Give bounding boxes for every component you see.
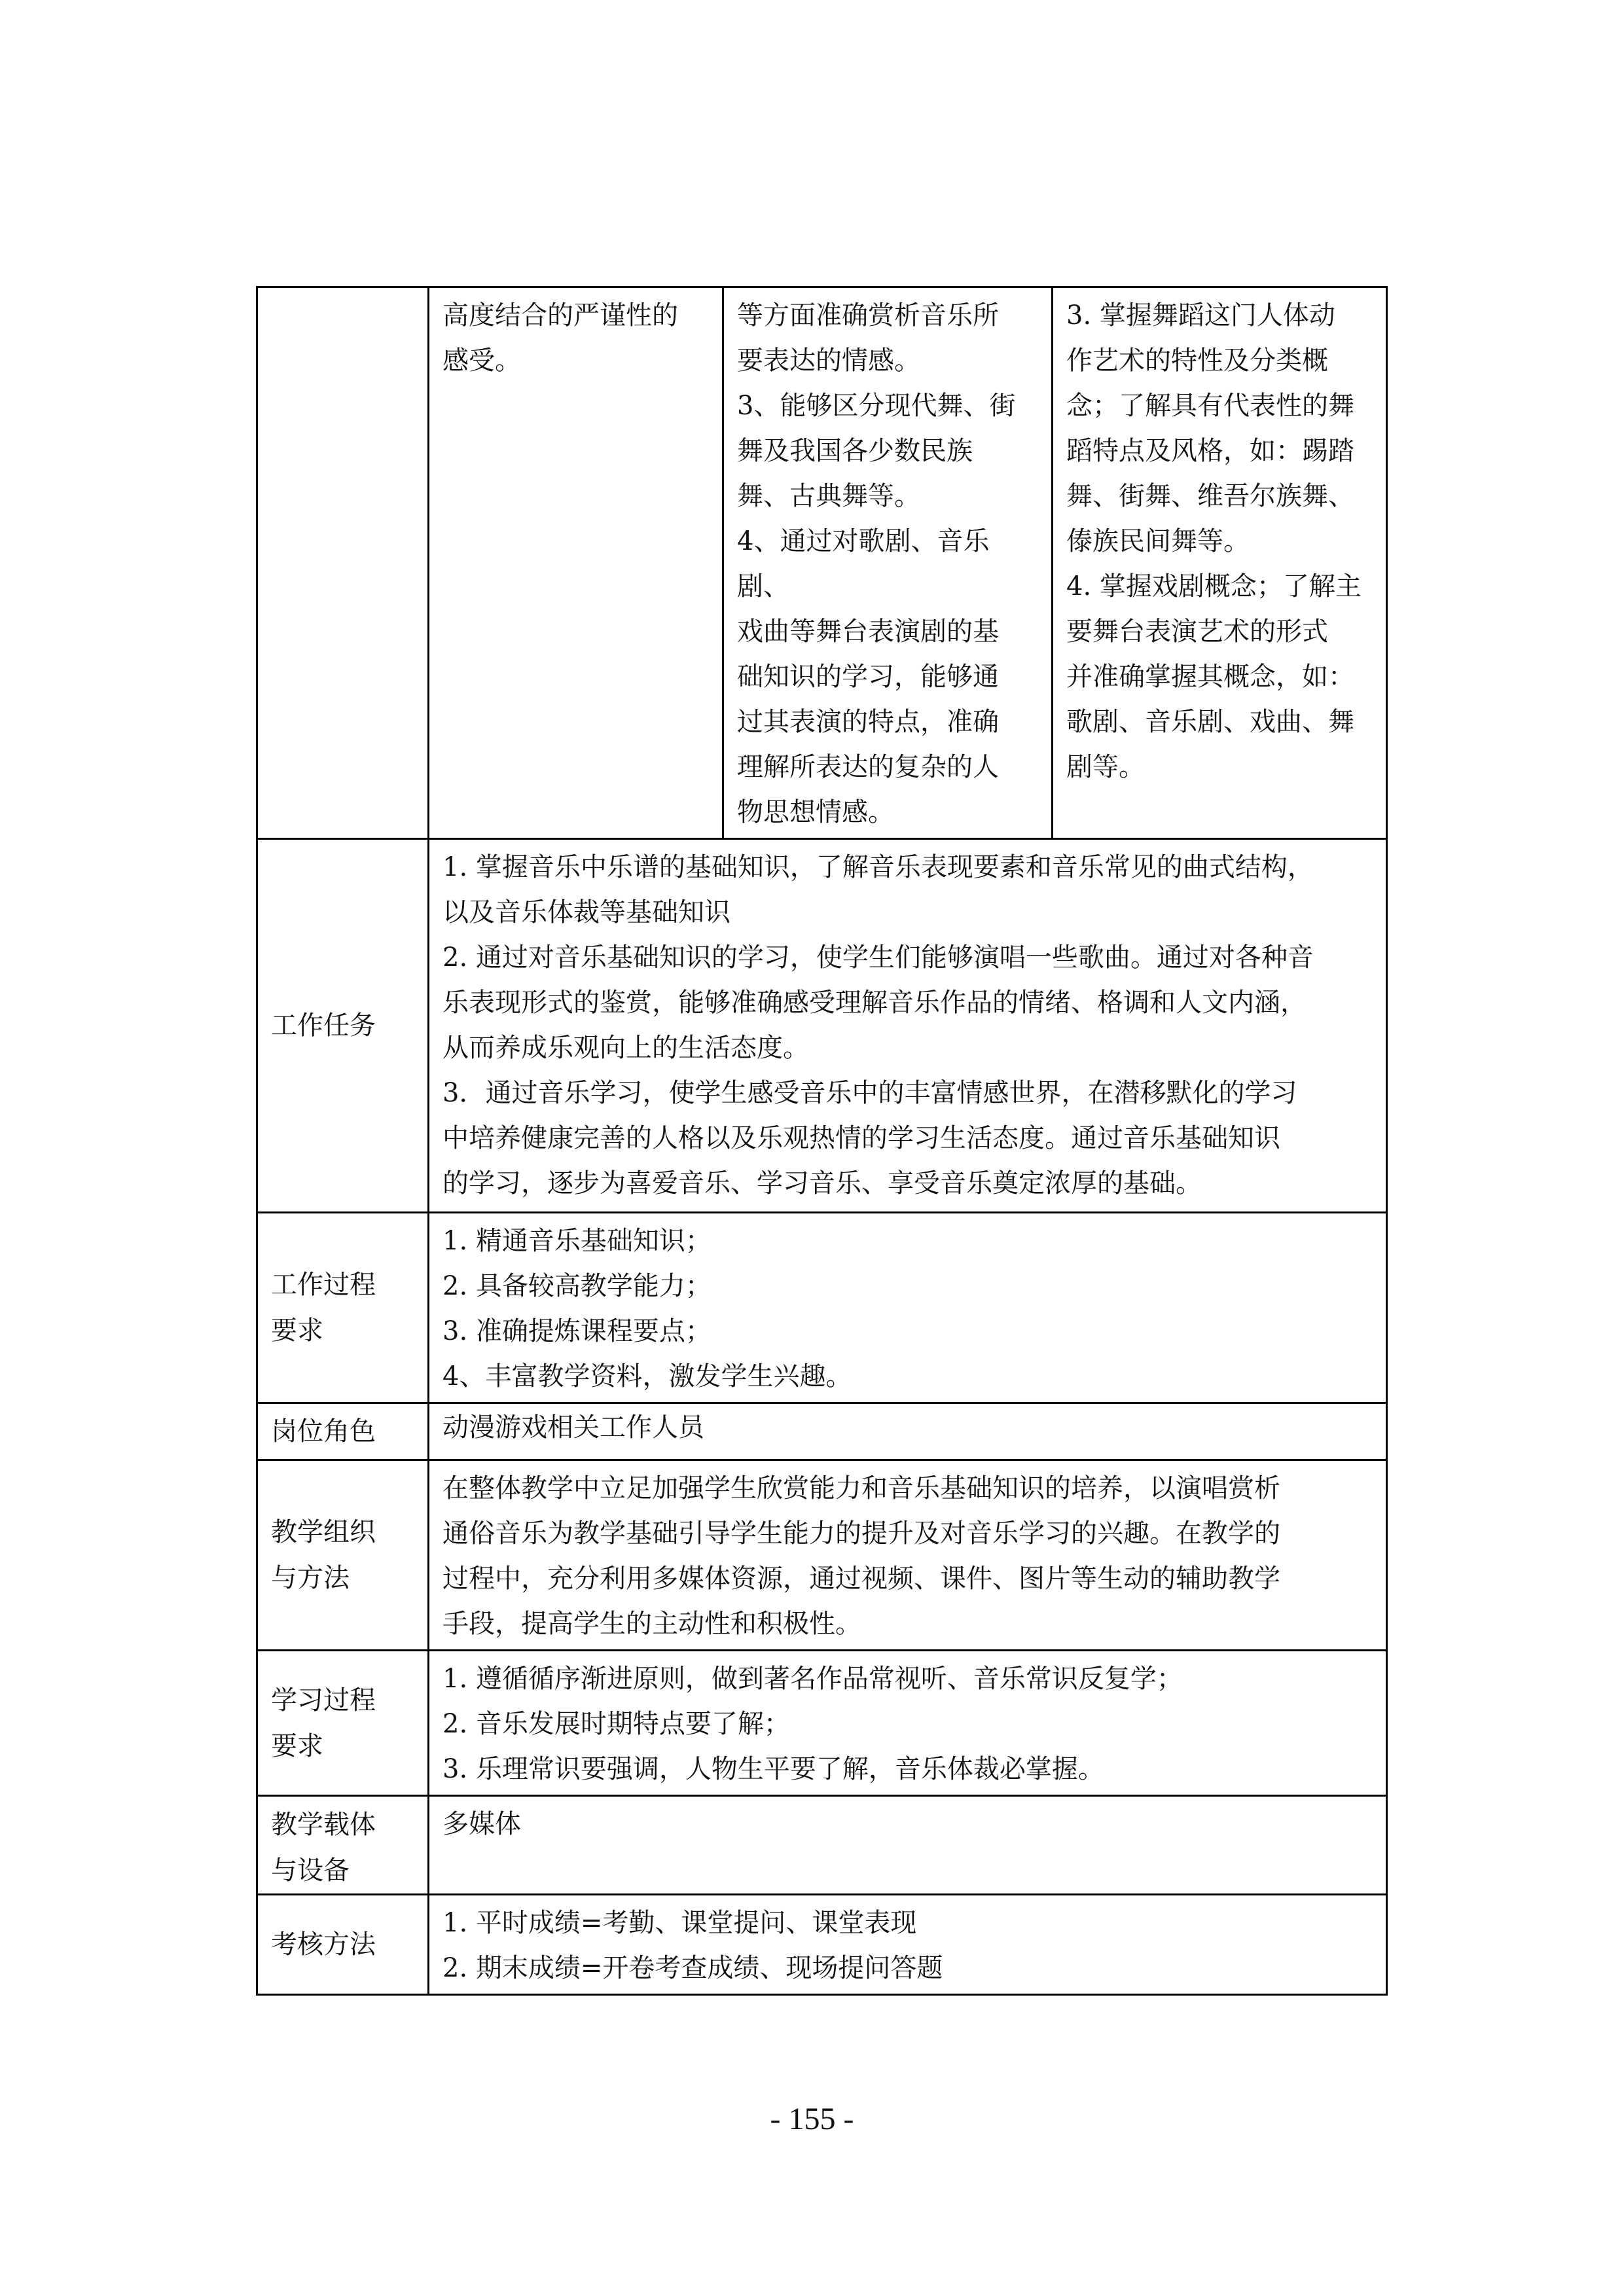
row-label-empty <box>257 287 429 839</box>
row-label-job-role: 岗位角色 <box>257 1403 429 1460</box>
table-row-job-role <box>257 1403 1387 1460</box>
table-row-learning-process <box>257 1651 1387 1796</box>
row-label-work-process: 工作过程 要求 <box>257 1213 429 1403</box>
cell-assessment: 1. 平时成绩=考勤、课堂提问、课堂表现 2. 期末成绩=开卷考查成绩、现场提问答题 <box>429 1895 1387 1995</box>
page-number: - 155 - <box>770 2102 854 2136</box>
cell-work-tasks: 1. 掌握音乐中乐谱的基础知识，了解音乐表现要素和音乐常见的曲式结构， 以及音乐体裁等基础知识 2. 通过对音乐基础知识的学习，使学生们能够演唱一些歌曲。通过对各种音 乐表现形式的鉴赏，能够准确感受理解音乐作品的情绪、格调和人文内涵， 从而养成乐观向上的生活态度。 3．通过音乐学习，使学生感受音乐中的丰富情感世界，在潜移默化的学习 中培养健康完善的人格以及乐观热情的学习生活态度。通过音乐基础知识 的学习，逐步为喜爱音乐、学习音乐、享受音乐奠定浓厚的基础。 <box>429 839 1387 1213</box>
cell-work-process: 1. 精通音乐基础知识； 2. 具备较高教学能力； 3. 准确提炼课程要点； 4、丰富教学资料，激发学生兴趣。 <box>429 1213 1387 1403</box>
cell-job-role: 动漫游戏相关工作人员 <box>429 1403 1387 1460</box>
table-row-assessment <box>257 1895 1387 1995</box>
table-row-teaching-method <box>257 1460 1387 1651</box>
table-row-continuation <box>257 287 1387 839</box>
cell-teaching-method: 在整体教学中立足加强学生欣赏能力和音乐基础知识的培养，以演唱赏析 通俗音乐为教学基础引导学生能力的提升及对音乐学习的兴趣。在教学的 过程中，充分利用多媒体资源，通过视频、课件、图片等生动的辅助教学 手段，提高学生的主动性和积极性。 <box>429 1460 1387 1651</box>
table-row-work-process <box>257 1213 1387 1403</box>
cell-learning-process: 1. 遵循循序渐进原则，做到著名作品常视听、音乐常识反复学； 2. 音乐发展时期特点要了解； 3. 乐理常识要强调，人物生平要了解，音乐体裁必掌握。 <box>429 1651 1387 1796</box>
cell-continuation-col2: 等方面准确赏析音乐所 要表达的情感。 3、能够区分现代舞、街 舞及我国各少数民族 舞、古典舞等。 4、通过对歌剧、音乐剧、 戏曲等舞台表演剧的基 础知识的学习，能够通 过其表演的特点，准确 理解所表达的复杂的人 物思想情感。 <box>723 287 1053 839</box>
course-info-table <box>256 286 1388 1996</box>
row-label-work-tasks: 工作任务 <box>257 839 429 1213</box>
table-row-work-tasks <box>257 839 1387 1213</box>
row-label-learning-process: 学习过程 要求 <box>257 1651 429 1796</box>
cell-teaching-media: 多媒体 <box>429 1796 1387 1895</box>
row-label-teaching-method: 教学组织 与方法 <box>257 1460 429 1651</box>
row-label-teaching-media: 教学载体 与设备 <box>257 1796 429 1895</box>
table-row-teaching-media <box>257 1796 1387 1895</box>
cell-continuation-col1: 高度结合的严谨性的 感受。 <box>429 287 723 839</box>
row-label-assessment: 考核方法 <box>257 1895 429 1995</box>
cell-continuation-col3: 3. 掌握舞蹈这门人体动 作艺术的特性及分类概 念；了解具有代表性的舞 蹈特点及风格，如：踢踏 舞、街舞、维吾尔族舞、 傣族民间舞等。 4. 掌握戏剧概念；了解主 要舞台表演艺术的形式 并准确掌握其概念，如： 歌剧、音乐剧、戏曲、舞 剧等。 <box>1053 287 1387 839</box>
